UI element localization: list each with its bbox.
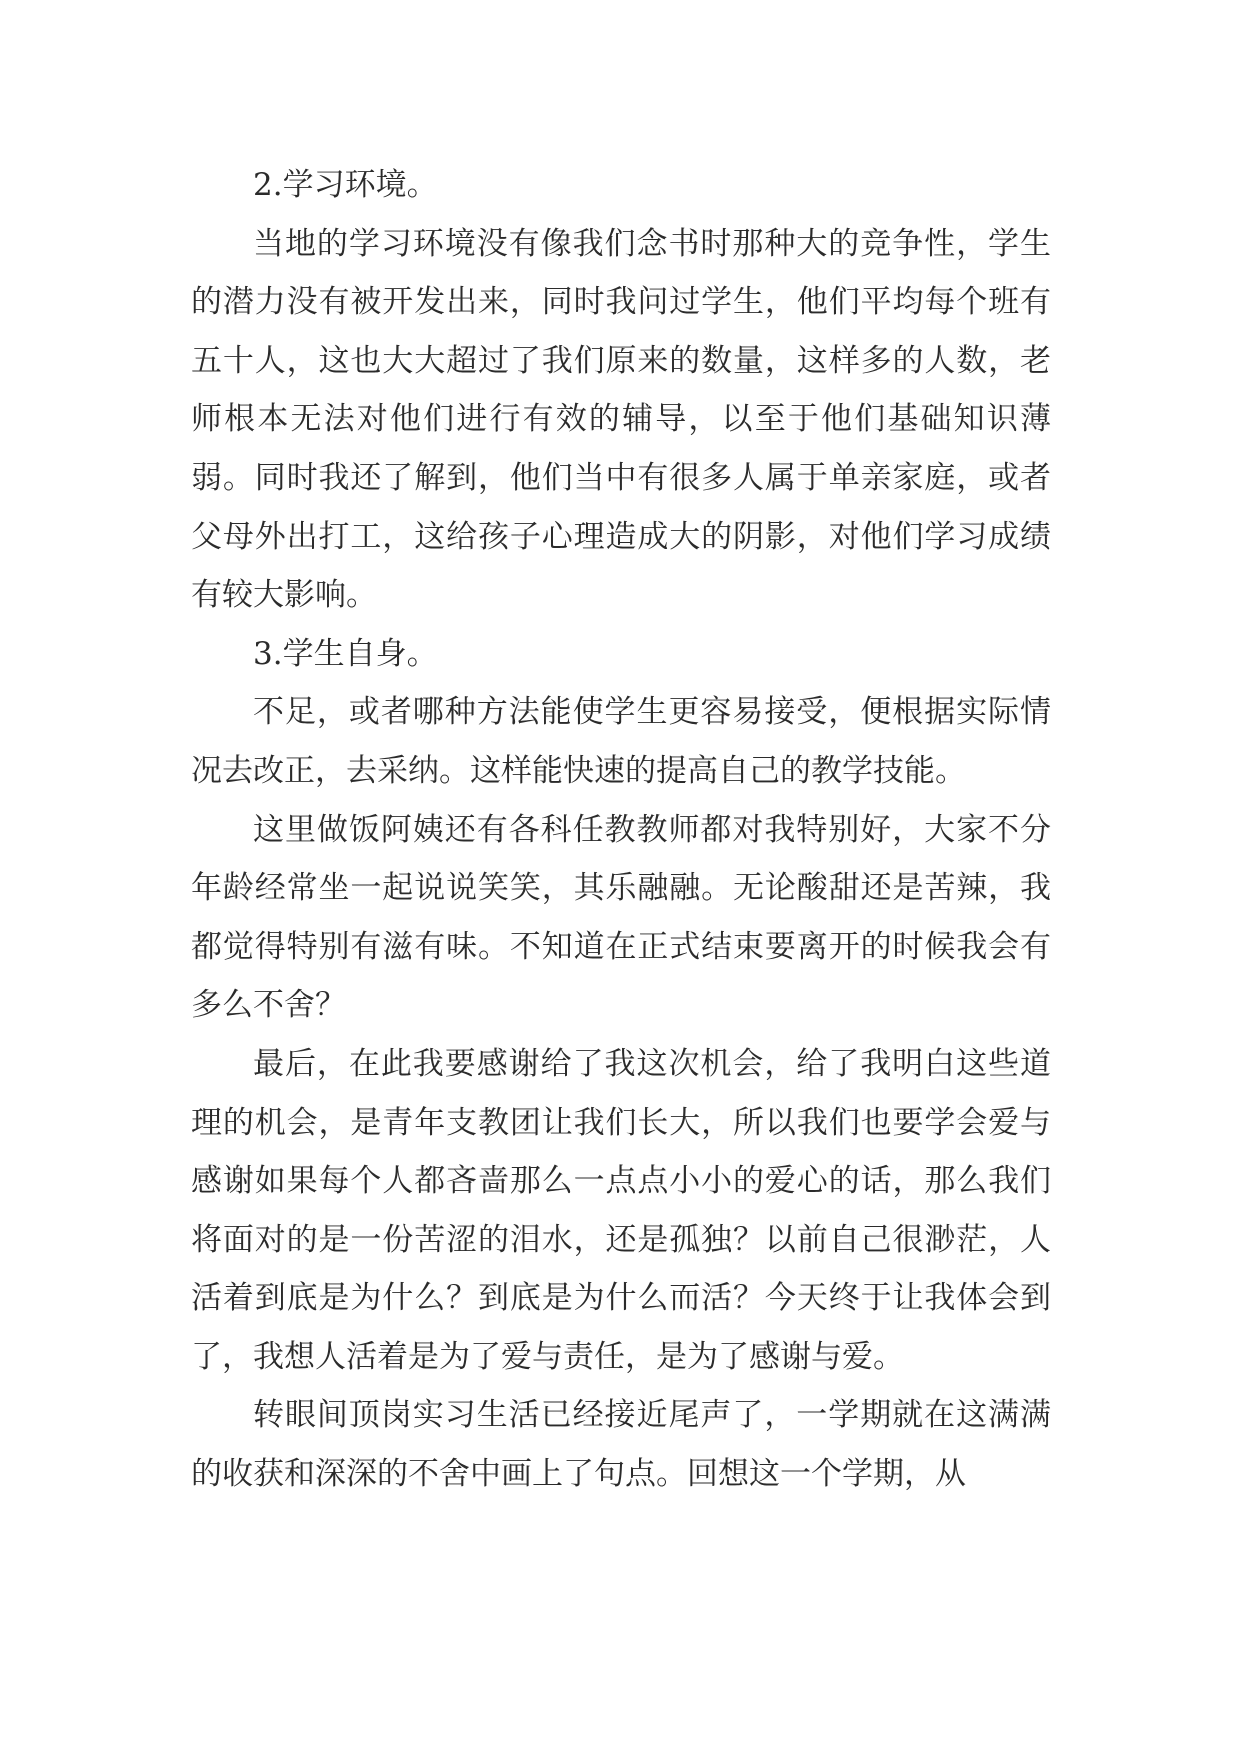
paragraph-gratitude: 最后，在此我要感谢给了我这次机会，给了我明白这些道理的机会，是青年支教团让我们长大，所以我们也要学会爱与感谢如果每个人都吝啬那么一点点小小的爱心的话，那么我们将面对的是一份苦涩的泪水，还是孤独？以前自己很渺茫，人活着到底是为什么？到底是为什么而活？今天终于让我体会到了，我想人活着是为了爱与责任，是为了感谢与爱。 [191, 1045, 1051, 1375]
paragraph-heading-students-themselves: 3.学生自身。 [253, 635, 438, 672]
paragraph-internship-ending: 转眼间顶岗实习生活已经接近尾声了，一学期就在这满满的收获和深深的不舍中画上了句点。回想这一个学期，从 [191, 1397, 1051, 1493]
paragraph-learning-environment: 当地的学习环境没有像我们念书时那种大的竞争性，学生的潜力没有被开发出来，同时我问过学生，他们平均每个班有五十人，这也大大超过了我们原来的数量，这样多的人数，老师根本无法对他们进行有效的辅导，以至于他们基础知识薄弱。同时我还了解到，他们当中有很多人属于单亲家庭，或者父母外出打工，这给孩子心理造成大的阴影，对他们学习成绩有较大影响。 [191, 225, 1051, 614]
paragraph-shortcomings: 不足，或者哪种方法能使学生更容易接受，便根据实际情况去改正，去采纳。这样能快速的提高自己的教学技能。 [191, 694, 1051, 789]
paragraph-colleagues: 这里做饭阿姨还有各科任教教师都对我特别好，大家不分年龄经常坐一起说说笑笑，其乐融融。无论酸甜还是苦辣，我都觉得特别有滋有味。不知道在正式结束要离开的时候我会有多么不舍？ [191, 811, 1051, 1024]
document-body [191, 156, 1051, 1504]
paragraph-heading-learning-environment: 2.学习环境。 [253, 167, 438, 203]
